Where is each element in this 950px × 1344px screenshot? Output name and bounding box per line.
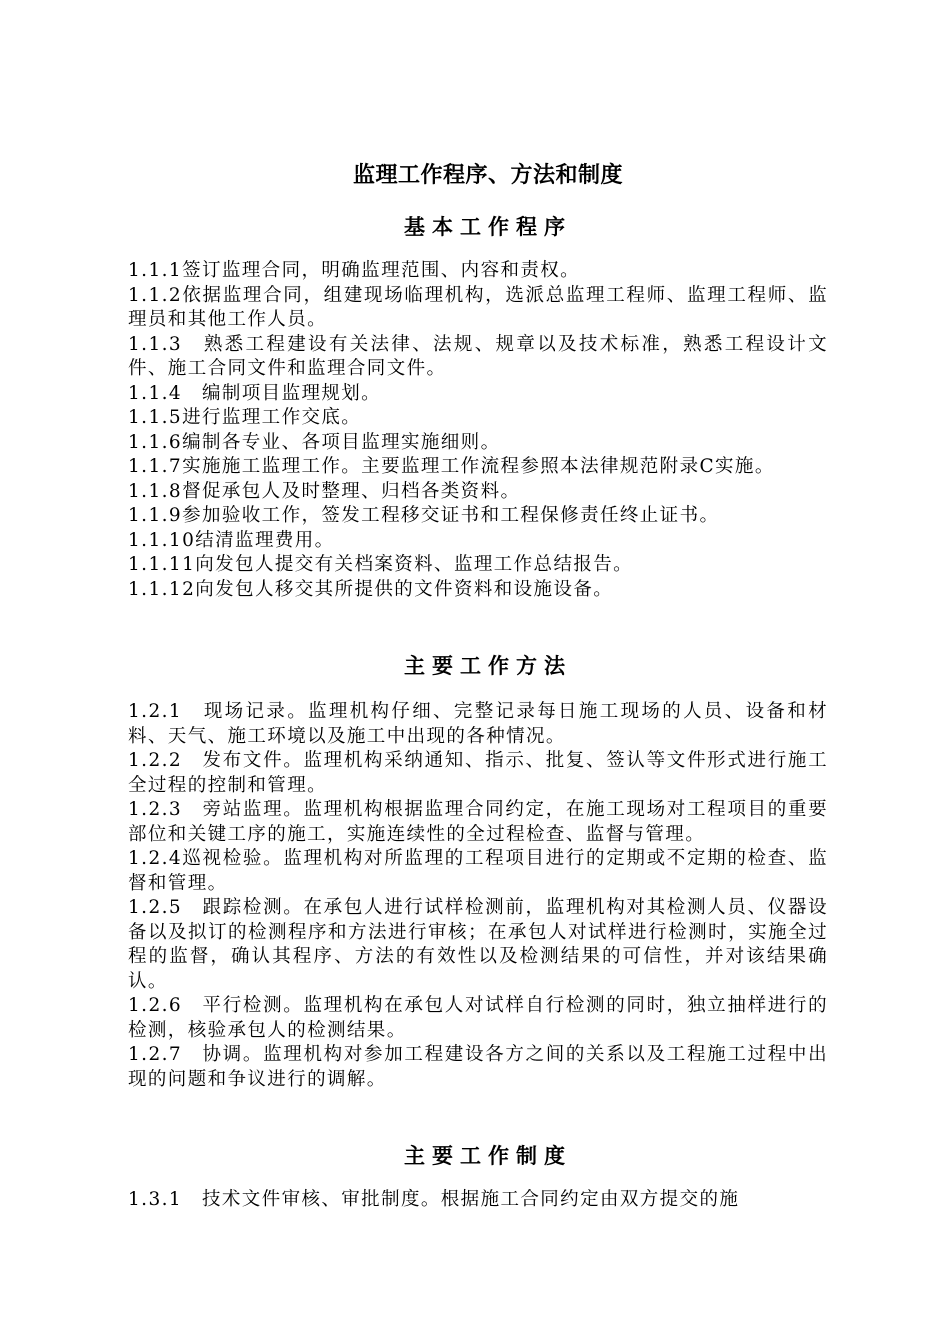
basic-procedures-list <box>128 259 828 602</box>
list-item: 1.3.1 技术文件审核、审批制度。根据施工合同约定由双方提交的施 <box>128 1189 740 1210</box>
list-item: 1.2.3 旁站监理。监理机构根据监理合同约定，在施工现场对工程项目的重要部位和关键工序的施工，实施连续性的全过程检查、监督与管理。 <box>128 799 828 845</box>
list-item: 1.1.4 编制项目监理规划。 <box>128 382 382 404</box>
list-item: 1.2.7 协调。监理机构对参加工程建设各方之间的关系以及工程施工过程中出现的问题和争议进行的调解。 <box>128 1044 828 1090</box>
list-item: 1.1.3 熟悉工程建设有关法律、法规、规章以及技术标准，熟悉工程设计文件、施工合同文件和监理合同文件。 <box>128 333 828 379</box>
list-item: 1.1.1签订监理合同，明确监理范围、内容和责权。 <box>128 260 581 281</box>
list-item: 1.2.2 发布文件。监理机构采纳通知、指示、批复、签认等文件形式进行施工全过程的控制和管理。 <box>128 750 828 796</box>
main-methods-list <box>128 700 828 1092</box>
list-item: 1.1.9参加验收工作，签发工程移交证书和工程保修责任终止证书。 <box>128 505 720 526</box>
list-item: 1.2.1 现场记录。监理机构仔细、完整记录每日施工现场的人员、设备和材料、天气、施工环境以及施工中出现的各种情况。 <box>128 701 828 747</box>
section-heading-main-methods: 主要工作方法 <box>404 654 572 678</box>
list-item: 1.1.10结清监理费用。 <box>128 529 335 551</box>
main-systems-list <box>128 1188 828 1213</box>
section-heading-basic-procedures: 基本工作程序 <box>404 215 572 239</box>
list-item: 1.1.12向发包人移交其所提供的文件资料和设施设备。 <box>128 578 614 600</box>
list-item: 1.2.4巡视检验。监理机构对所监理的工程项目进行的定期或不定期的检查、监督和管理。 <box>128 848 828 894</box>
list-item: 1.1.8督促承包人及时整理、归档各类资料。 <box>128 480 521 502</box>
document-title: 监理工作程序、方法和制度 <box>352 163 623 188</box>
list-item: 1.1.2依据监理合同，组建现场临理机构，选派总监理工程师、监理工程师、监理员和其他工作人员。 <box>128 284 828 330</box>
section-heading-main-systems: 主要工作制度 <box>404 1144 572 1168</box>
list-item: 1.1.7实施施工监理工作。主要监理工作流程参照本法律规范附录C实施。 <box>128 456 775 477</box>
list-item: 1.1.5进行监理工作交底。 <box>128 407 362 428</box>
list-item: 1.1.11向发包人提交有关档案资料、监理工作总结报告。 <box>128 554 634 575</box>
list-item: 1.2.6 平行检测。监理机构在承包人对试样自行检测的同时，独立抽样进行的检测，核验承包人的检测结果。 <box>128 995 828 1041</box>
list-item: 1.1.6编制各专业、各项目监理实施细则。 <box>128 431 501 453</box>
list-item: 1.2.5 跟踪检测。在承包人进行试样检测前，监理机构对其检测人员、仪器设备以及拟订的检测程序和方法进行审核；在承包人对试样进行检测时，实施全过程的监督，确认其程序、方法的有效性以及检测结果的可信性，并对该结果确认。 <box>128 897 828 992</box>
